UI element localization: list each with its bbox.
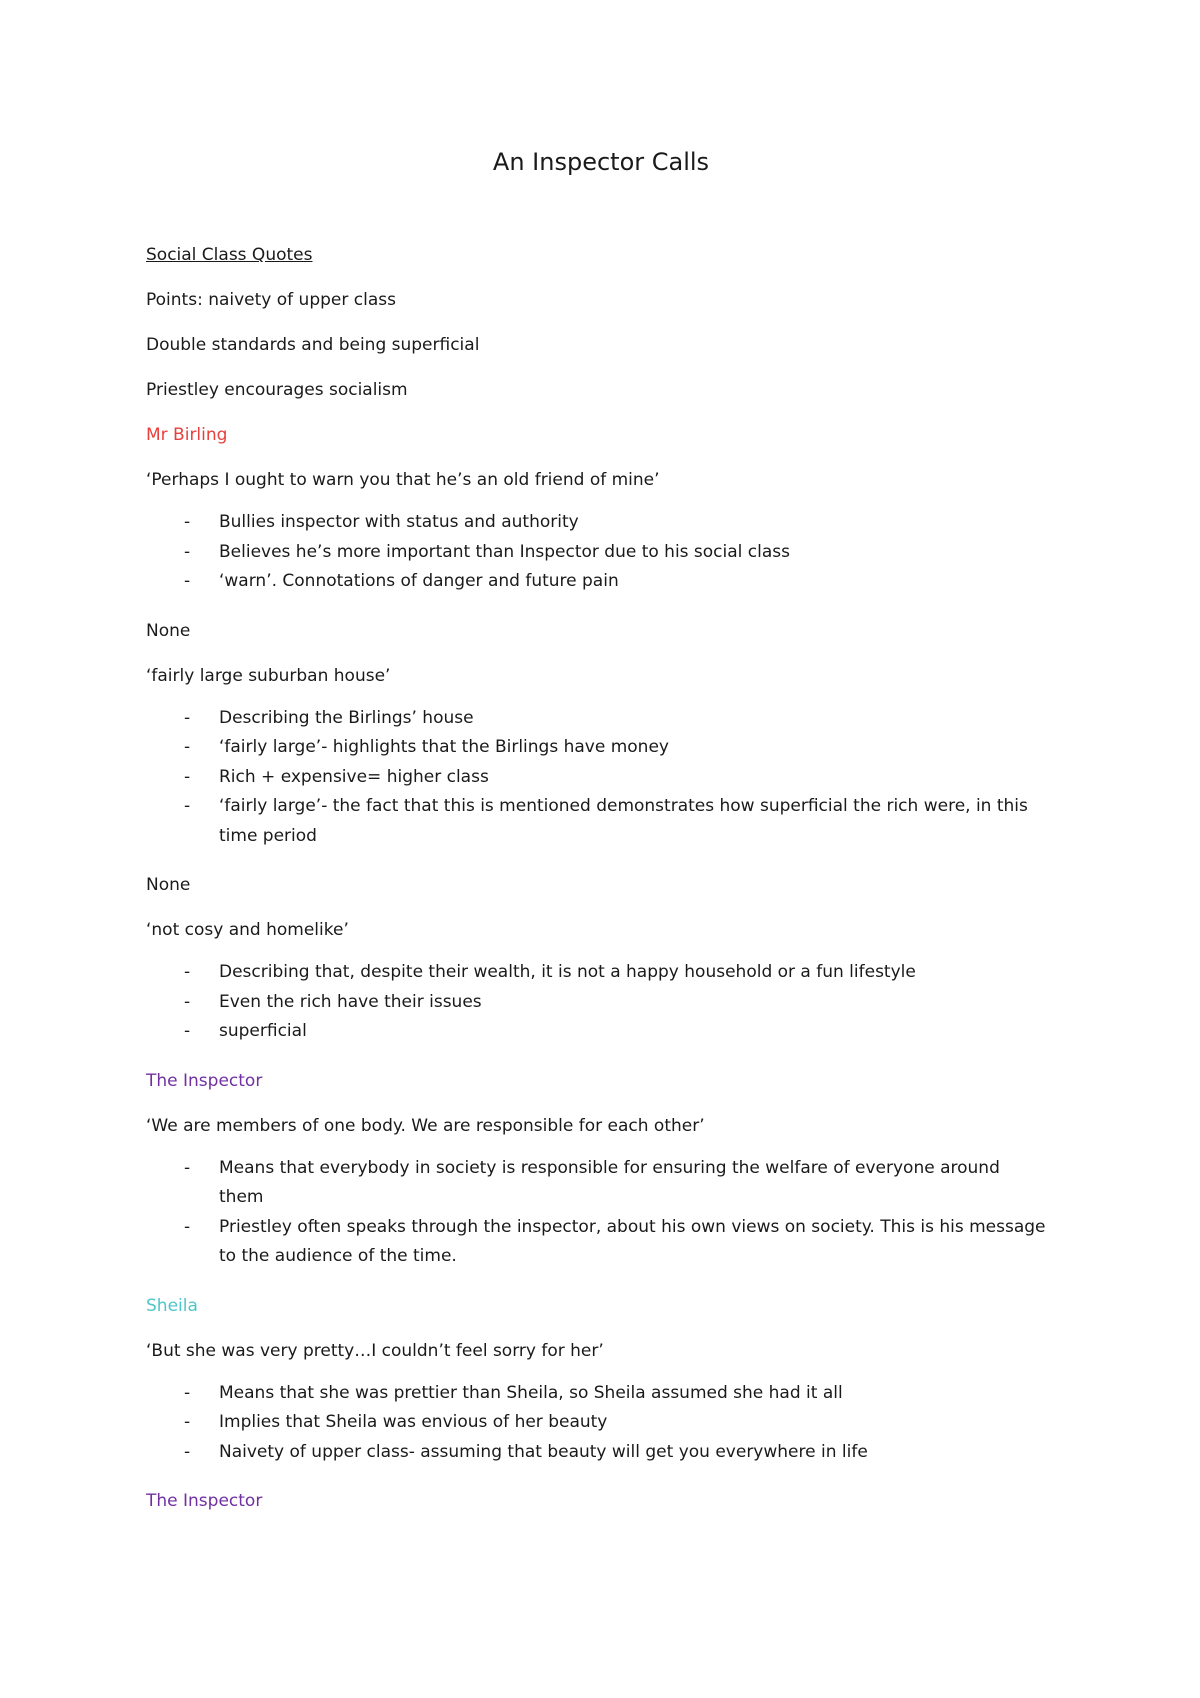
- bullet-item: [146, 763, 1046, 793]
- bullet-item: [146, 792, 1046, 851]
- bullet-text: ‘warn’. Connotations of danger and future pain: [219, 571, 619, 591]
- bullet-text: ‘fairly large’- highlights that the Birlings have money: [219, 737, 669, 757]
- dash-bullet-icon: -: [184, 1157, 191, 1178]
- bullet-item: [146, 538, 1046, 568]
- quote-text: ‘But she was very pretty…I couldn’t feel sorry for her’: [146, 1340, 604, 1361]
- dash-bullet-icon: -: [184, 991, 191, 1012]
- dash-bullet-icon: -: [184, 796, 191, 816]
- dash-bullet-icon: -: [184, 1382, 191, 1403]
- bullet-list: [146, 704, 1040, 852]
- bullet-text: superficial: [219, 1021, 307, 1041]
- speaker-heading: Sheila: [146, 1295, 198, 1316]
- quote-text: ‘fairly large suburban house’: [146, 665, 391, 686]
- dash-bullet-icon: -: [184, 737, 191, 757]
- quote-text: ‘not cosy and homelike’: [146, 920, 349, 940]
- bullet-text: Implies that Sheila was envious of her beauty: [219, 1412, 608, 1432]
- section-subheading: Social Class Quotes: [146, 245, 313, 265]
- bullet-text: Bullies inspector with status and authority: [219, 512, 579, 532]
- dash-bullet-icon: -: [184, 512, 191, 532]
- bullet-item: [146, 1379, 1046, 1409]
- bullet-text: Rich + expensive= higher class: [219, 766, 489, 787]
- dash-bullet-icon: -: [184, 541, 191, 562]
- bullet-text: Means that everybody in society is responsible for ensuring the welfare of everyone around them: [219, 1157, 1000, 1207]
- bullet-item: [146, 1213, 1046, 1272]
- dash-bullet-icon: -: [184, 571, 191, 591]
- intro-line: Priestley encourages socialism: [146, 380, 408, 400]
- bullet-item: [146, 508, 1046, 538]
- dash-bullet-icon: -: [184, 1441, 191, 1462]
- speaker-heading: The Inspector: [146, 1070, 263, 1091]
- bullet-text: Even the rich have their issues: [219, 991, 482, 1012]
- bullet-list: [146, 508, 1040, 597]
- dash-bullet-icon: -: [184, 766, 191, 787]
- bullet-list: [146, 958, 1040, 1047]
- speaker-heading: None: [146, 620, 191, 641]
- bullet-item: [146, 567, 1046, 597]
- bullet-list: [146, 1379, 1040, 1468]
- bullet-text: Describing the Birlings’ house: [219, 707, 474, 728]
- bullet-item: [146, 1154, 1046, 1213]
- quote-text: ‘Perhaps I ought to warn you that he’s an old friend of mine’: [146, 470, 660, 490]
- bullet-list: [146, 1154, 1046, 1272]
- bullet-text: Priestley often speaks through the inspector, about his own views on society. This is his message to the audience of the time.: [219, 1216, 1046, 1266]
- bullet-item: [146, 1017, 1046, 1047]
- quote-sections: [146, 424, 1046, 1512]
- bullet-item: [146, 1408, 1046, 1438]
- bullet-text: Naivety of upper class- assuming that beauty will get you everywhere in life: [219, 1441, 868, 1462]
- document-title: An Inspector Calls: [492, 148, 710, 176]
- dash-bullet-icon: -: [184, 707, 191, 728]
- bullet-text: Means that she was prettier than Sheila, so Sheila assumed she had it all: [219, 1382, 843, 1403]
- bullet-text: Believes he’s more important than Inspector due to his social class: [219, 541, 791, 562]
- speaker-heading: None: [146, 875, 191, 895]
- bullet-item: [146, 704, 1046, 734]
- intro-line: Double standards and being superficial: [146, 335, 480, 355]
- speaker-heading: Mr Birling: [146, 425, 228, 445]
- dash-bullet-icon: -: [184, 1021, 191, 1041]
- bullet-item: [146, 958, 1046, 988]
- intro-line: Points: naivety of upper class: [146, 290, 396, 310]
- dash-bullet-icon: -: [184, 1216, 191, 1237]
- dash-bullet-icon: -: [184, 962, 191, 982]
- quote-text: ‘We are members of one body. We are responsible for each other’: [146, 1115, 705, 1136]
- bullet-text: ‘fairly large’- the fact that this is mentioned demonstrates how superficial the rich were, in this time period: [219, 796, 1028, 846]
- bullet-item: [146, 1438, 1046, 1468]
- bullet-text: Describing that, despite their wealth, it is not a happy household or a fun lifestyle: [219, 962, 916, 982]
- bullet-item: [146, 733, 1046, 763]
- speaker-heading: The Inspector: [146, 1491, 263, 1511]
- bullet-item: [146, 988, 1046, 1018]
- dash-bullet-icon: -: [184, 1412, 191, 1432]
